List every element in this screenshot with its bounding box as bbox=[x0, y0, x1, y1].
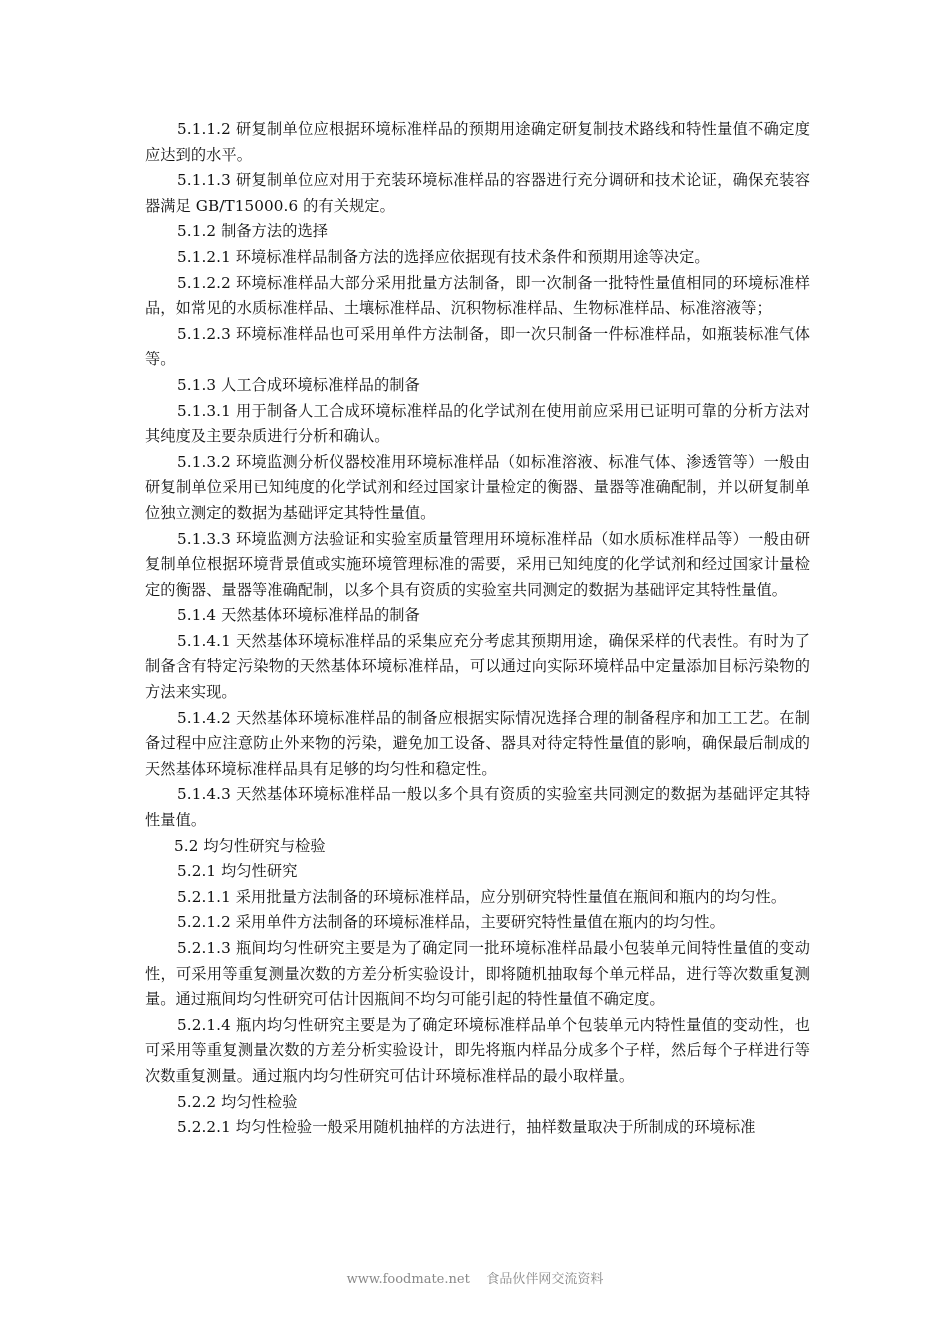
document-body bbox=[145, 117, 810, 1141]
paragraph-5-2-1-2: 5.2.1.2 采用单件方法制备的环境标准样品，主要研究特性量值在瓶内的均匀性。 bbox=[177, 913, 725, 932]
paragraph-5-1-1-3: 5.1.1.3 研复制单位应对用于充装环境标准样品的容器进行充分调研和技术论证，确保充装容器满足 GB/T15000.6 的有关规定。 bbox=[145, 171, 810, 215]
paragraph-5-1-2-1: 5.1.2.1 环境标准样品制备方法的选择应依据现有技术条件和预期用途等决定。 bbox=[177, 247, 710, 266]
paragraph-5-1-2-2: 5.1.2.2 环境标准样品大部分采用批量方法制备，即一次制备一批特性量值相同的环境标准样品，如常见的水质标准样品、土壤标准样品、沉积物标准样品、生物标准样品、标准溶液等； bbox=[145, 273, 810, 318]
heading-5-1-2: 5.1.2 制备方法的选择 bbox=[177, 222, 329, 241]
footer-url: www.foodmate.net bbox=[346, 1272, 470, 1287]
page-footer bbox=[0, 1268, 950, 1287]
paragraph-5-1-4-2: 5.1.4.2 天然基体环境标准样品的制备应根据实际情况选择合理的制备程序和加工工艺。在制备过程中应注意防止外来物的污染，避免加工设备、器具对待定特性量值的影响，确保最后制成的天然基体环境标准样品具有足够的均匀性和稳定性。 bbox=[145, 708, 810, 778]
heading-5-1-3: 5.1.3 人工合成环境标准样品的制备 bbox=[177, 375, 420, 394]
paragraph-5-2-1-4: 5.2.1.4 瓶内均匀性研究主要是为了确定环境标准样品单个包装单元内特性量值的变动性，也可采用等重复测量次数的方差分析实验设计，即先将瓶内样品分成多个子样，然后每个子样进行等次数重复测量。通过瓶内均匀性研究可估计环境标准样品的最小取样量。 bbox=[145, 1015, 810, 1085]
paragraph-5-2-2-1: 5.2.2.1 均匀性检验一般采用随机抽样的方法进行，抽样数量取决于所制成的环境标准 bbox=[177, 1118, 756, 1137]
paragraph-5-1-3-1: 5.1.3.1 用于制备人工合成环境标准样品的化学试剂在使用前应采用已证明可靠的分析方法对其纯度及主要杂质进行分析和确认。 bbox=[145, 401, 810, 446]
paragraph-5-1-3-3: 5.1.3.3 环境监测方法验证和实验室质量管理用环境标准样品（如水质标准样品等）一般由研复制单位根据环境背景值或实施环境管理标准的需要，采用已知纯度的化学试剂和经过国家计量检定的衡器、量器等准确配制，以多个具有资质的实验室共同测定的数据为基础评定其特性量值。 bbox=[145, 529, 810, 599]
paragraph-5-1-4-1: 5.1.4.1 天然基体环境标准样品的采集应充分考虑其预期用途，确保采样的代表性。有时为了制备含有特定污染物的天然基体环境标准样品，可以通过向实际环境样品中定量添加目标污染物的方法来实现。 bbox=[145, 631, 810, 702]
paragraph-5-1-2-3: 5.1.2.3 环境标准样品也可采用单件方法制备，即一次只制备一件标准样品，如瓶装标准气体等。 bbox=[145, 324, 810, 369]
heading-5-2-1: 5.2.1 均匀性研究 bbox=[177, 862, 298, 881]
paragraph-5-1-4-3: 5.1.4.3 天然基体环境标准样品一般以多个具有资质的实验室共同测定的数据为基础评定其特性量值。 bbox=[145, 785, 810, 830]
heading-5-1-4: 5.1.4 天然基体环境标准样品的制备 bbox=[177, 606, 420, 625]
heading-5-2: 5.2 均匀性研究与检验 bbox=[174, 836, 326, 855]
paragraph-5-1-3-2: 5.1.3.2 环境监测分析仪器校准用环境标准样品（如标准溶液、标准气体、渗透管等）一般由研复制单位采用已知纯度的化学试剂和经过国家计量检定的衡器、量器等准确配制，并以研复制单位独立测定的数据为基础评定其特性量值。 bbox=[145, 452, 810, 522]
heading-5-2-2: 5.2.2 均匀性检验 bbox=[177, 1092, 298, 1111]
paragraph-5-1-1-2: 5.1.1.2 研复制单位应根据环境标准样品的预期用途确定研复制技术路线和特性量值不确定度应达到的水平。 bbox=[145, 120, 810, 164]
paragraph-5-2-1-1: 5.2.1.1 采用批量方法制备的环境标准样品，应分别研究特性量值在瓶间和瓶内的均匀性。 bbox=[177, 887, 787, 906]
paragraph-5-2-1-3: 5.2.1.3 瓶间均匀性研究主要是为了确定同一批环境标准样品最小包装单元间特性量值的变动性，可采用等重复测量次数的方差分析实验设计，即将随机抽取每个单元样品，进行等次数重复测量。通过瓶间均匀性研究可估计因瓶间不均匀可能引起的特性量值不确定度。 bbox=[145, 939, 810, 1009]
footer-caption: 食品伙伴网交流资料 bbox=[486, 1272, 604, 1287]
